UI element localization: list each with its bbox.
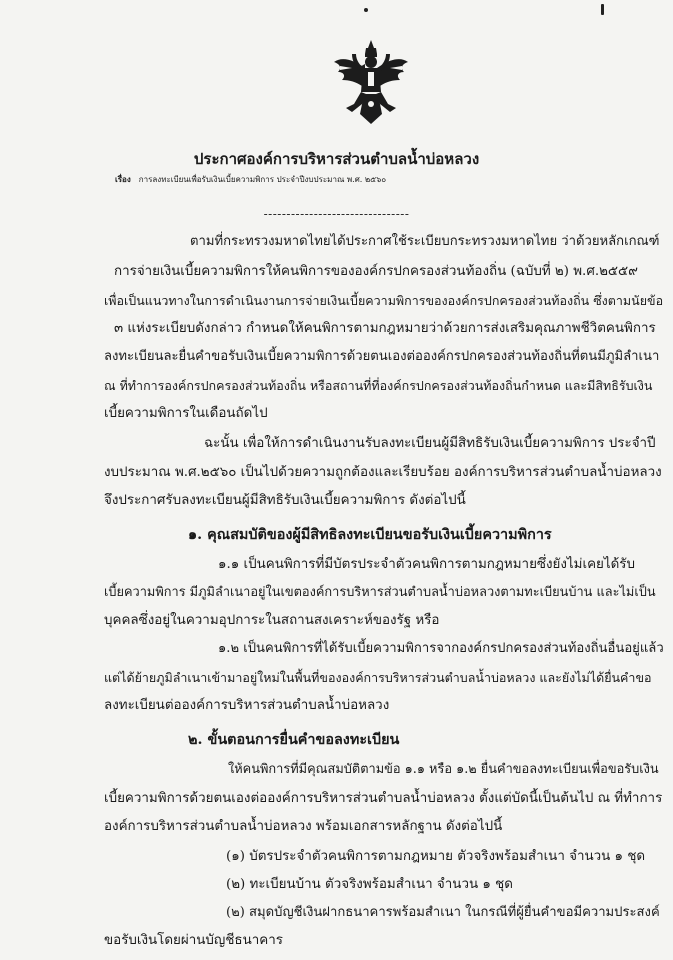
paragraph-line: เบี้ยความพิการด้วยตนเองต่อองค์การบริหารส่วนตำบลน้ำบ่อหลวง ตั้งแต่บัดนี้เป็นต้นไป ณ ที่ทำการ bbox=[104, 791, 663, 806]
paragraph-line: ๓ แห่งระเบียบดังกล่าว กำหนดให้คนพิการตามกฎหมายว่าด้วยการส่งเสริมคุณภาพชีวิตคนพิการ bbox=[114, 321, 656, 336]
paragraph-line: ตามที่กระทรวงมหาดไทยได้ประกาศใช้ระเบียบกระทรวงมหาดไทย ว่าด้วยหลักเกณฑ์ bbox=[190, 234, 660, 249]
paragraph-line: ลงทะเบียนละยื่นคำขอรับเงินเบี้ยความพิการด้วยตนเองต่อองค์กรปกครองส่วนท้องถิ่นที่ตนมีภูมิลำเนา bbox=[104, 349, 660, 364]
paragraph-line: การจ่ายเงินเบี้ยความพิการให้คนพิการขององค์กรปกครองส่วนท้องถิ่น (ฉบับที่ ๒) พ.ศ.๒๕๕๙ bbox=[114, 264, 638, 279]
paragraph-line: ขอรับเงินโดยผ่านบัญชีธนาคาร bbox=[104, 933, 283, 948]
paragraph-line: ลงทะเบียนต่อองค์การบริหารส่วนตำบลน้ำบ่อหลวง bbox=[104, 698, 390, 713]
subject-text: การลงทะเบียนเพื่อรับเงินเบี้ยความพิการ ประจำปีงบประมาณ พ.ศ. ๒๕๖๐ bbox=[138, 175, 387, 184]
list-item: (๒) สมุดบัญชีเงินฝากธนาคารพร้อมสำเนา ในกรณีที่ผู้ยื่นคำขอมีความประสงค์ bbox=[226, 905, 660, 920]
list-item: (๑) บัตรประจำตัวคนพิการตามกฎหมาย ตัวจริงพร้อมสำเนา จำนวน ๑ ชุด bbox=[226, 849, 646, 864]
subject-label: เรื่อง bbox=[115, 174, 131, 184]
paragraph-line: ณ ที่ทำการองค์กรปกครองส่วนท้องถิ่น หรือสถานที่ที่องค์กรปกครองส่วนท้องถิ่นกำหนด และมีสิทธิรับเงิน bbox=[104, 378, 653, 393]
list-item: (๒) ทะเบียนบ้าน ตัวจริงพร้อมสำเนา จำนวน ๑ ชุด bbox=[226, 877, 513, 892]
paragraph-line: งบประมาณ พ.ศ.๒๕๖๐ เป็นไปด้วยความถูกต้องและเรียบร้อย องค์การบริหารส่วนตำบลน้ำบ่อหลวง bbox=[104, 465, 662, 480]
paragraph-line: จึงประกาศรับลงทะเบียนผู้มีสิทธิรับเงินเบี้ยความพิการ ดังต่อไปนี้ bbox=[104, 493, 466, 508]
scan-speck bbox=[601, 4, 604, 15]
paragraph-line: ๑.๒ เป็นคนพิการที่ได้รับเบี้ยความพิการจากองค์กรปกครองส่วนท้องถิ่นอื่นอยู่แล้ว bbox=[218, 641, 664, 656]
paragraph-line: เบี้ยความพิการ มีภูมิลำเนาอยู่ในเขตองค์การบริหารส่วนตำบลน้ำบ่อหลวงตามทะเบียนบ้าน และไม่เป็น bbox=[104, 585, 656, 600]
paragraph-line: ฉะนั้น เพื่อให้การดำเนินงานรับลงทะเบียนผู้มีสิทธิรับเงินเบี้ยความพิการ ประจำปี bbox=[204, 436, 656, 451]
separator-line: -------------------------------- bbox=[263, 207, 410, 221]
page-title: ประกาศองค์การบริหารส่วนตำบลน้ำบ่อหลวง bbox=[193, 150, 480, 168]
paragraph-line: เพื่อเป็นแนวทางในการดำเนินงานการจ่ายเงินเบี้ยความพิการขององค์กรปกครองส่วนท้องถิ่น ซึ่งตามนัยข้อ bbox=[104, 293, 664, 308]
paragraph-line: บุคคลซึ่งอยู่ในความอุปการะในสถานสงเคราะห์ของรัฐ หรือ bbox=[104, 613, 440, 628]
paragraph-line: แต่ได้ย้ายภูมิลำเนาเข้ามาอยู่ใหม่ในพื้นที่ขององค์การบริหารส่วนตำบลน้ำบ่อหลวง และยังไม่ได้ยื่นคำขอ bbox=[104, 670, 652, 685]
paragraph-line: ให้คนพิการที่มีคุณสมบัติตามข้อ ๑.๑ หรือ ๑.๒ ยื่นคำขอลงทะเบียนเพื่อขอรับเงิน bbox=[228, 762, 659, 777]
scan-speck bbox=[364, 8, 368, 12]
paragraph-line: ๑.๑ เป็นคนพิการที่มีบัตรประจำตัวคนพิการตามกฎหมายซึ่งยังไม่เคยได้รับ bbox=[218, 557, 635, 572]
paragraph-line: เบี้ยความพิการในเดือนถัดไป bbox=[104, 406, 268, 421]
subject-line bbox=[115, 173, 673, 186]
garuda-emblem-icon bbox=[332, 38, 410, 126]
paragraph-line: องค์การบริหารส่วนตำบลน้ำบ่อหลวง พร้อมเอกสารหลักฐาน ดังต่อไปนี้ bbox=[104, 819, 503, 834]
section-heading-1: ๑. คุณสมบัติของผู้มีสิทธิลงทะเบียนขอรับเงินเบี้ยความพิการ bbox=[188, 526, 552, 543]
section-heading-2: ๒. ขั้นตอนการยื่นคำขอลงทะเบียน bbox=[188, 731, 400, 748]
